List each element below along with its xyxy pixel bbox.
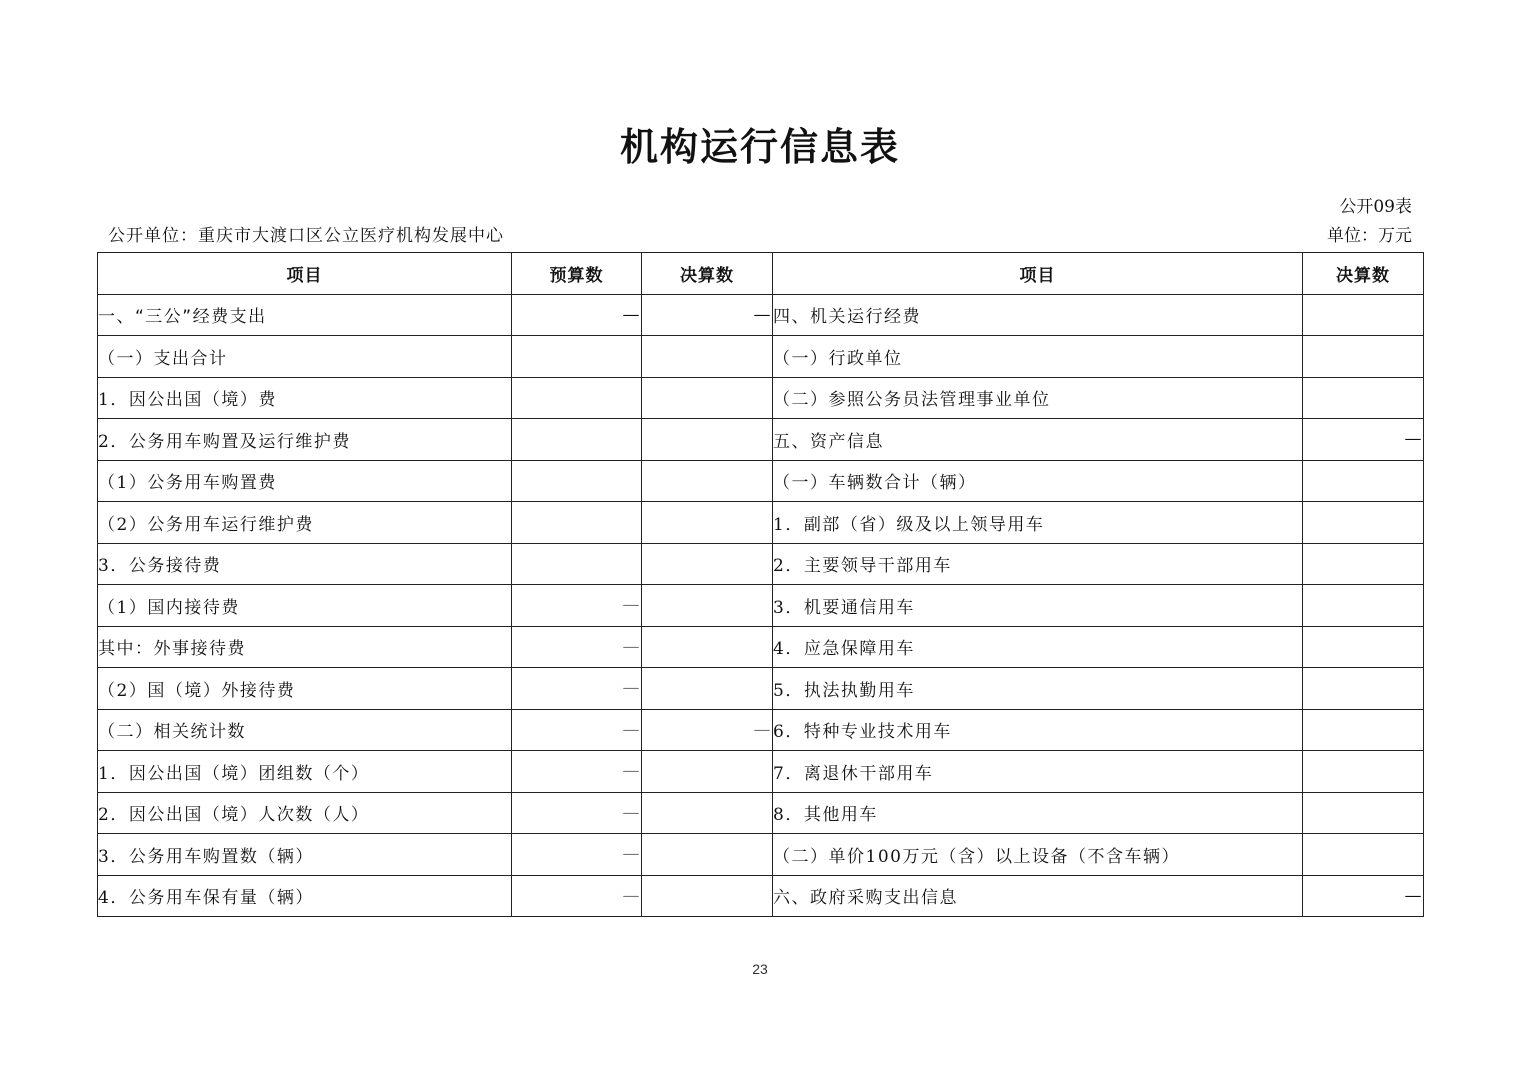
row-final <box>642 626 773 668</box>
row-item-right: 六、政府采购支出信息 <box>773 875 1303 917</box>
table-row <box>98 626 1424 668</box>
header-final-right: 决算数 <box>1303 253 1424 295</box>
row-item-left: 2．因公出国（境）人次数（人） <box>98 792 512 834</box>
row-item-right: 2．主要领导干部用车 <box>773 543 1303 585</box>
table-row <box>98 792 1424 834</box>
table-row <box>98 419 1424 461</box>
row-final-right <box>1303 543 1424 585</box>
row-item-left: （1）国内接待费 <box>98 585 512 627</box>
table-row <box>98 875 1424 917</box>
currency-unit: 单位：万元 <box>1327 226 1412 246</box>
row-final-right <box>1303 336 1424 378</box>
row-item-left: 一、“三公”经费支出 <box>98 294 512 336</box>
row-budget <box>512 419 642 461</box>
row-final <box>642 460 773 502</box>
row-item-right: （一）车辆数合计（辆） <box>773 460 1303 502</box>
row-final <box>642 875 773 917</box>
row-item-right: 5．执法执勤用车 <box>773 668 1303 710</box>
form-number: 公开09表 <box>1339 197 1412 217</box>
row-item-left: 2．公务用车购置及运行维护费 <box>98 419 512 461</box>
row-budget: — <box>512 709 642 751</box>
row-item-left: 4．公务用车保有量（辆） <box>98 875 512 917</box>
table-row <box>98 751 1424 793</box>
row-final-right <box>1303 460 1424 502</box>
row-final <box>642 419 773 461</box>
table-row <box>98 585 1424 627</box>
row-final-right <box>1303 294 1424 336</box>
row-item-left: （1）公务用车购置费 <box>98 460 512 502</box>
row-item-left: （2）国（境）外接待费 <box>98 668 512 710</box>
row-item-right: 6．特种专业技术用车 <box>773 709 1303 751</box>
row-final: — <box>642 709 773 751</box>
row-final-right <box>1303 626 1424 668</box>
row-item-right: 1．副部（省）级及以上领导用车 <box>773 502 1303 544</box>
table-row <box>98 460 1424 502</box>
row-item-left: （二）相关统计数 <box>98 709 512 751</box>
row-final <box>642 336 773 378</box>
row-item-left: 1．因公出国（境）团组数（个） <box>98 751 512 793</box>
row-final <box>642 377 773 419</box>
row-final-right <box>1303 502 1424 544</box>
row-final-right <box>1303 377 1424 419</box>
row-item-right: 四、机关运行经费 <box>773 294 1303 336</box>
row-final <box>642 502 773 544</box>
row-budget: — <box>512 751 642 793</box>
row-final-right: — <box>1303 875 1424 917</box>
row-budget <box>512 336 642 378</box>
row-final <box>642 751 773 793</box>
row-budget: — <box>512 875 642 917</box>
table-row <box>98 834 1424 876</box>
row-item-left: （一）支出合计 <box>98 336 512 378</box>
header-item-left: 项目 <box>98 253 512 295</box>
row-final <box>642 792 773 834</box>
row-final-right <box>1303 668 1424 710</box>
row-budget: — <box>512 834 642 876</box>
row-budget <box>512 460 642 502</box>
row-item-right: （一）行政单位 <box>773 336 1303 378</box>
table-row <box>98 294 1424 336</box>
row-budget: — <box>512 585 642 627</box>
row-budget <box>512 377 642 419</box>
row-item-right: 7．离退休干部用车 <box>773 751 1303 793</box>
header-final-left: 决算数 <box>642 253 773 295</box>
row-budget <box>512 543 642 585</box>
row-final-right: — <box>1303 419 1424 461</box>
row-budget: — <box>512 668 642 710</box>
row-budget: — <box>512 792 642 834</box>
row-final <box>642 834 773 876</box>
page-number: 23 <box>752 961 768 977</box>
table-row <box>98 709 1424 751</box>
header-item-right: 项目 <box>773 253 1303 295</box>
row-item-left: （2）公务用车运行维护费 <box>98 502 512 544</box>
row-final-right <box>1303 585 1424 627</box>
row-item-left: 1．因公出国（境）费 <box>98 377 512 419</box>
header-budget: 预算数 <box>512 253 642 295</box>
row-item-right: 4．应急保障用车 <box>773 626 1303 668</box>
row-item-right: 五、资产信息 <box>773 419 1303 461</box>
row-final-right <box>1303 834 1424 876</box>
row-final <box>642 585 773 627</box>
table-row <box>98 543 1424 585</box>
row-item-right: 8．其他用车 <box>773 792 1303 834</box>
row-final-right <box>1303 709 1424 751</box>
row-item-right: （二）参照公务员法管理事业单位 <box>773 377 1303 419</box>
row-budget <box>512 502 642 544</box>
row-final: — <box>642 294 773 336</box>
page-title: 机构运行信息表 <box>619 125 900 169</box>
row-final-right <box>1303 751 1424 793</box>
reporting-unit: 公开单位：重庆市大渡口区公立医疗机构发展中心 <box>108 226 504 246</box>
row-final-right <box>1303 792 1424 834</box>
row-budget: — <box>512 626 642 668</box>
row-item-left: 3．公务用车购置数（辆） <box>98 834 512 876</box>
table-header-row <box>98 253 1424 295</box>
table-row <box>98 668 1424 710</box>
row-final <box>642 543 773 585</box>
info-table <box>97 252 1424 917</box>
table-row <box>98 336 1424 378</box>
table-row <box>98 377 1424 419</box>
row-item-left: 其中：外事接待费 <box>98 626 512 668</box>
row-item-right: （二）单价100万元（含）以上设备（不含车辆） <box>773 834 1303 876</box>
row-item-right: 3．机要通信用车 <box>773 585 1303 627</box>
row-budget: — <box>512 294 642 336</box>
table-row <box>98 502 1424 544</box>
row-final <box>642 668 773 710</box>
row-item-left: 3．公务接待费 <box>98 543 512 585</box>
